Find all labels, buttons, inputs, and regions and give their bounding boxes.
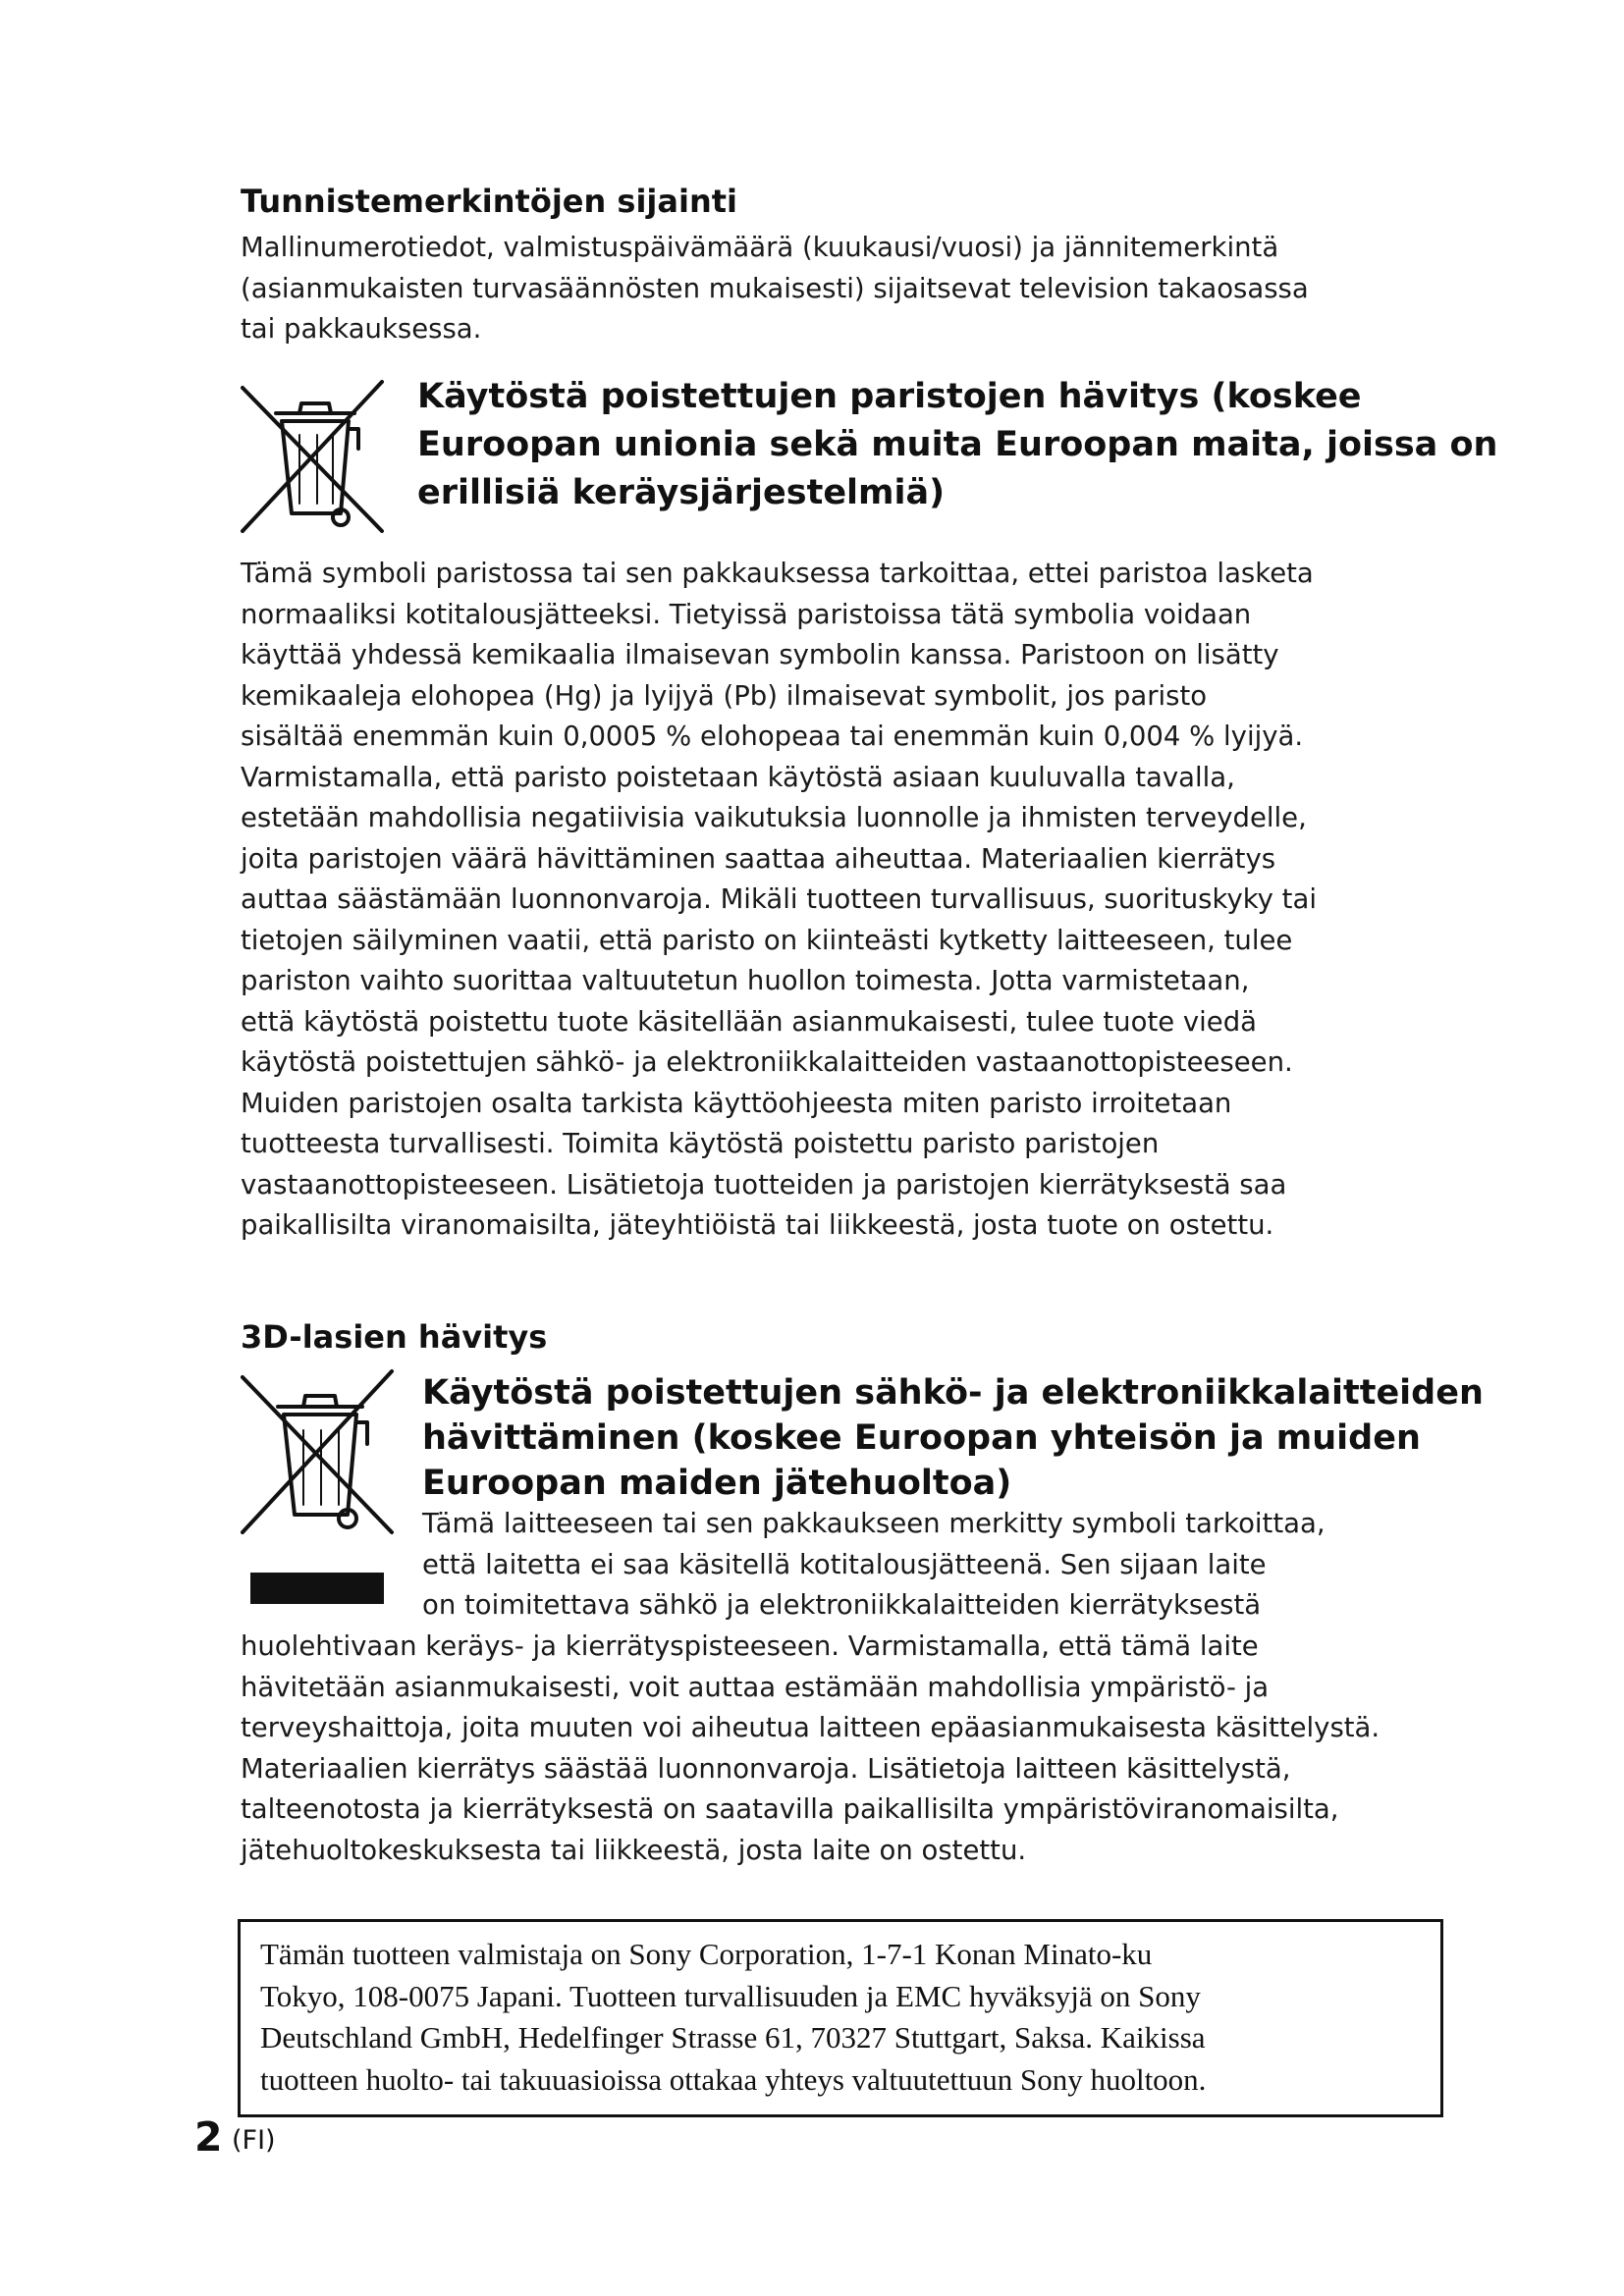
text-line: tai pakkauksessa. — [241, 313, 482, 345]
page-language-code: (FI) — [232, 2125, 276, 2156]
text-line: vastaanottopisteeseen. Lisätietoja tuotteiden ja paristojen kierrätyksestä saa — [241, 1168, 1287, 1201]
section-paragraph-weee-side — [422, 1504, 1326, 1627]
text-line: tietojen säilyminen vaatii, että paristo on kiinteästi kytketty laitteeseen, tulee — [241, 924, 1293, 956]
heading-line: Euroopan unionia sekä muita Euroopan maita, joissa on — [417, 425, 1498, 464]
heading-line: hävittäminen (koskee Euroopan yhteisön ja muiden — [422, 1418, 1421, 1458]
text-line: huolehtivaan keräys- ja kierrätyspisteeseen. Varmistamalla, että tämä laite — [241, 1630, 1259, 1662]
text-line: Materiaalien kierrätys säästää luonnonvaroja. Lisätietoja laitteen käsittelystä, — [241, 1752, 1291, 1785]
section-paragraph-weee — [241, 1627, 1380, 1871]
text-line: paikallisilta viranomaisilta, jäteyhtiöistä tai liikkeestä, josta tuote on ostettu. — [241, 1209, 1274, 1241]
heading-line: Euroopan maiden jätehuoltoa) — [422, 1464, 1012, 1503]
text-line: hävitetään asianmukaisesti, voit auttaa estämään mahdollisia ympäristö- ja — [241, 1671, 1270, 1703]
text-line: auttaa säästämään luonnonvaroja. Mikäli tuotteen turvallisuus, suorituskyky tai — [241, 883, 1317, 915]
text-line: Tämä symboli paristossa tai sen pakkauksessa tarkoittaa, ettei paristoa lasketa — [241, 558, 1314, 589]
heading-line: Käytöstä poistettujen paristojen hävitys (koskee — [417, 377, 1362, 416]
heading-line: erillisiä keräysjärjestelmiä) — [417, 473, 946, 512]
section-heading-marking-location: Tunnistemerkintöjen sijainti — [241, 183, 737, 220]
section-heading-3d-glasses-disposal: 3D-lasien hävitys — [241, 1318, 548, 1356]
text-line: (asianmukaisten turvasäännösten mukaisesti) sijaitsevat television takaosassa — [241, 272, 1309, 304]
text-line: että käytöstä poistettu tuote käsitellään asianmukaisesti, tulee tuote viedä — [241, 1005, 1258, 1038]
text-line: jätehuoltokeskuksesta tai liikkeestä, josta laite on ostettu. — [241, 1834, 1027, 1866]
text-line: Varmistamalla, että paristo poistetaan käytöstä asiaan kuuluvalla tavalla, — [241, 761, 1235, 793]
text-line: terveyshaittoja, joita muuten voi aiheutua laitteen epäasianmukaisesta käsittelystä. — [241, 1712, 1380, 1743]
heading-line: Käytöstä poistettujen sähkö- ja elektroniikkalaitteiden — [422, 1373, 1484, 1413]
manufacturer-notice-text — [260, 1934, 1206, 2101]
text-line: käytöstä poistettujen sähkö- ja elektroniikkalaitteiden vastaanottopisteeseen. — [241, 1046, 1293, 1078]
text-line: Tämä laitteeseen tai sen pakkaukseen merkitty symboli tarkoittaa, — [422, 1508, 1326, 1539]
text-line: kemikaaleja elohopea (Hg) ja lyijyä (Pb) ilmaisevat symbolit, jos paristo — [241, 679, 1208, 712]
crossed-out-wheelie-bin-with-bar-icon — [239, 1367, 396, 1608]
section-subheading-weee-disposal — [422, 1370, 1484, 1506]
text-line: Mallinumerotiedot, valmistuspäivämäärä (kuukausi/vuosi) ja jännitemerkintä — [241, 232, 1279, 263]
notice-line: Tokyo, 108-0075 Japani. Tuotteen turvallisuuden ja EMC hyväksyjä on Sony — [260, 1978, 1201, 2013]
crossed-out-wheelie-bin-icon — [239, 378, 386, 537]
text-line: käyttää yhdessä kemikaalia ilmaisevan symbolin kanssa. Paristoon on lisätty — [241, 639, 1279, 670]
notice-line: tuotteen huolto- tai takuuasioissa ottakaa yhteys valtuutettuun Sony huoltoon. — [260, 2061, 1207, 2097]
text-line: pariston vaihto suorittaa valtuutetun huollon toimesta. Jotta varmistetaan, — [241, 965, 1250, 996]
text-line: sisältää enemmän kuin 0,0005 % elohopeaa tai enemmän kuin 0,004 % lyijyä. — [241, 721, 1304, 752]
section-heading-battery-disposal — [417, 373, 1497, 517]
section-paragraph-marking-location — [241, 228, 1309, 350]
text-line: talteenotosta ja kierrätyksestä on saatavilla paikallisilta ympäristöviranomaisilta, — [241, 1793, 1339, 1825]
text-line: normaaliksi kotitalousjätteeksi. Tietyissä paristoissa tätä symbolia voidaan — [241, 598, 1252, 630]
text-line: estetään mahdollisia negatiivisia vaikutuksia luonnolle ja ihmisten terveydelle, — [241, 802, 1307, 833]
text-line: tuotteesta turvallisesti. Toimita käytöstä poistettu paristo paristojen — [241, 1128, 1160, 1159]
text-line: on toimitettava sähkö ja elektroniikkalaitteiden kierrätyksestä — [422, 1589, 1262, 1621]
text-line: joita paristojen väärä hävittäminen saattaa aiheuttaa. Materiaalien kierrätys — [241, 842, 1276, 875]
text-line: että laitetta ei saa käsitellä kotitalousjätteenä. Sen sijaan laite — [422, 1548, 1267, 1580]
section-paragraph-battery-disposal — [241, 554, 1317, 1247]
notice-line: Deutschland GmbH, Hedelfinger Strasse 61, 70327 Stuttgart, Saksa. Kaikissa — [260, 2020, 1206, 2055]
page-number: 2 — [194, 2113, 223, 2161]
text-line: Muiden paristojen osalta tarkista käyttöohjeesta miten paristo irroitetaan — [241, 1087, 1232, 1119]
notice-line: Tämän tuotteen valmistaja on Sony Corporation, 1-7-1 Konan Minato-ku — [260, 1937, 1153, 1971]
